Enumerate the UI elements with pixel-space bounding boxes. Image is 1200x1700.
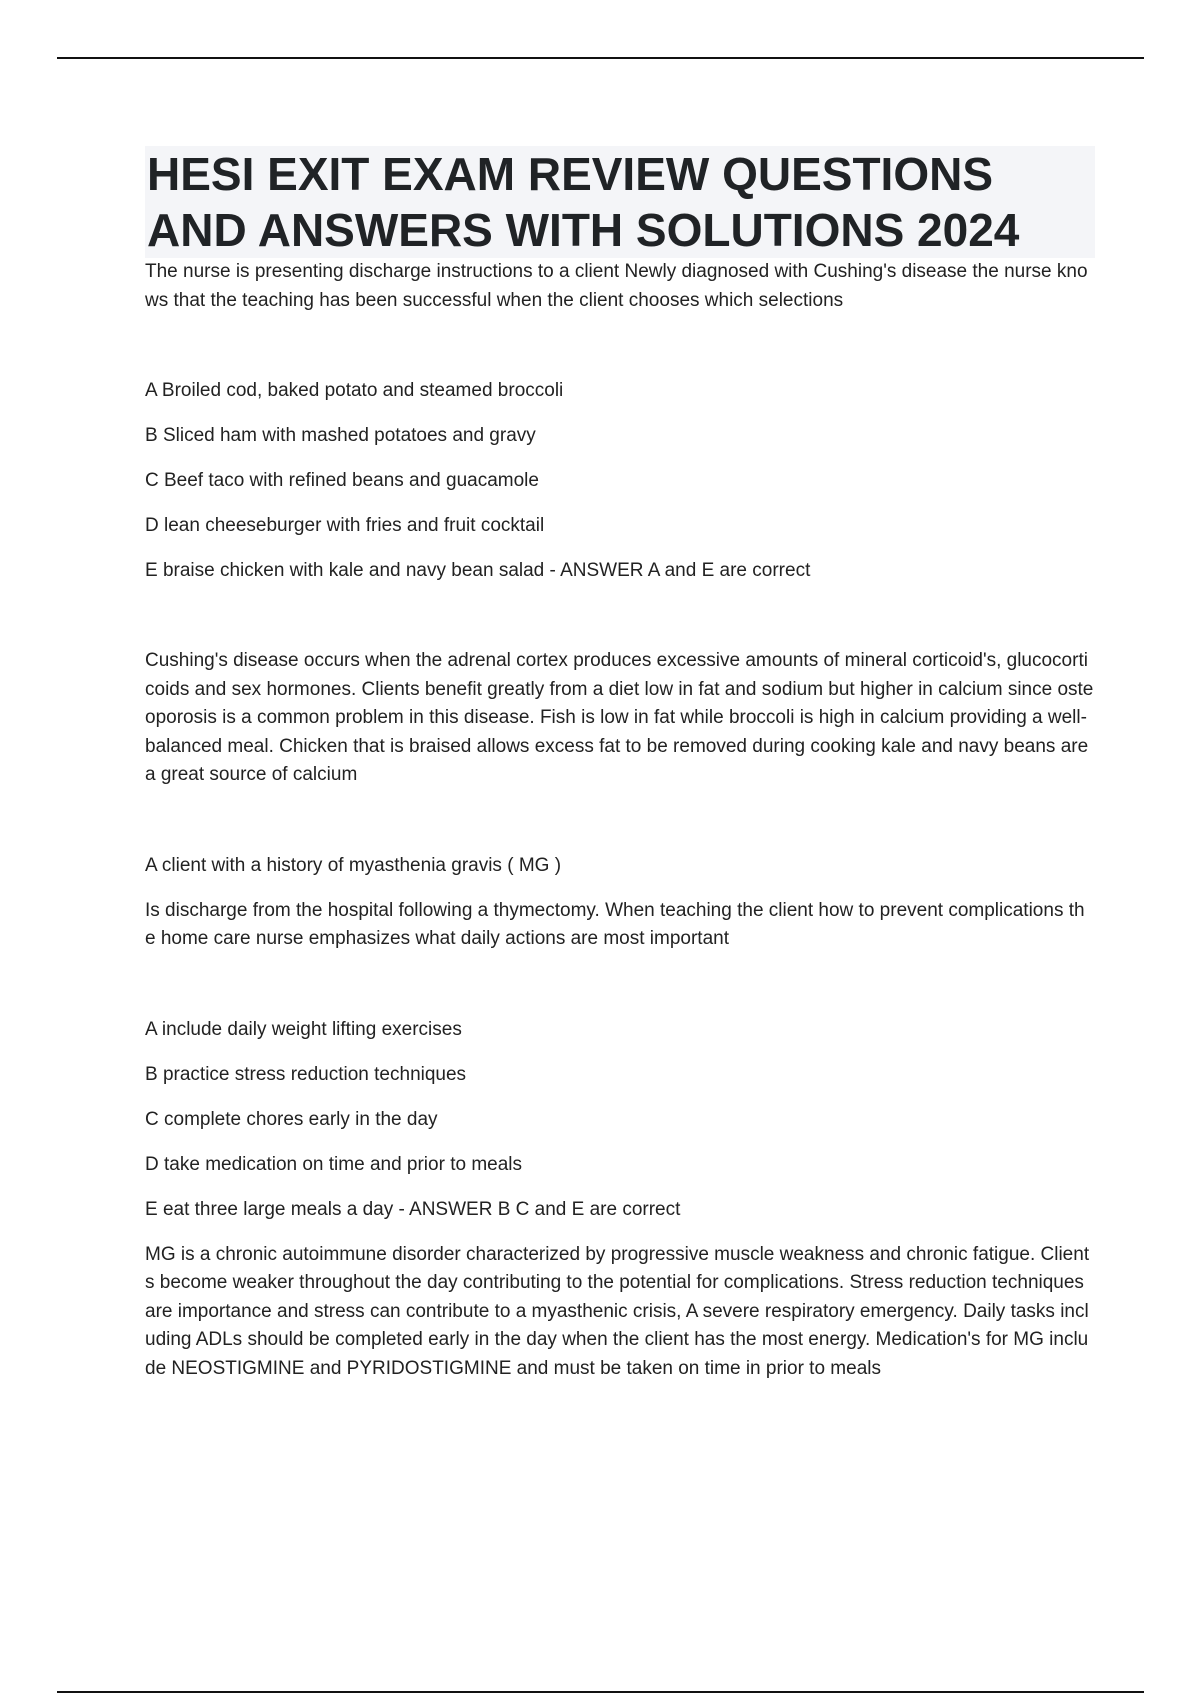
question-1-rationale-part-2: balanced meal. Chicken that is braised allows excess fat to be removed during cooking kale and navy beans are a great source of calcium [145,735,1089,785]
document-title: HESI EXIT EXAM REVIEW QUESTIONS AND ANSWERS WITH SOLUTIONS 2024 [145,146,1095,258]
question-2-option-e-answer: E eat three large meals a day - ANSWER B C and E are correct [145,1198,681,1220]
document-body [145,146,1095,1383]
question-1-rationale-part-1: Cushing's disease occurs when the adrenal cortex produces excessive amounts of mineral corticoid's, glucocorticoids and sex hormones. Clients benefit greatly from a diet low in fat and sodium but higher in calcium since osteoporosis is a common problem in this disease. Fish is low in fat while broccoli is high in calcium providing a well- [145,650,1094,728]
question-2-option-a: A include daily weight lifting exercises [145,1018,462,1040]
question-1-option-c: C Beef taco with refined beans and guacamole [145,470,539,491]
question-1-option-a: A Broiled cod, baked potato and steamed broccoli [145,380,564,401]
top-rule [57,57,1144,59]
question-2-rationale: MG is a chronic autoimmune disorder characterized by progressive muscle weakness and chronic fatigue. Clients become weaker throughout the day contributing to the potential for complications. Stress reduction techniques are importance and stress can contribute to a myasthenic crisis, A severe respiratory emergency. Daily tasks including ADLs should be completed early in the day when the client has the most energy. Medication's for MG include NEOSTIGMINE and PYRIDOSTIGMINE and must be taken on time in prior to meals [145,1243,1090,1379]
question-2-intro: A client with a history of myasthenia gravis ( MG ) [145,854,562,876]
question-1-option-d: D lean cheeseburger with fries and fruit cocktail [145,515,545,536]
question-2-option-c: C complete chores early in the day [145,1108,438,1130]
question-1-option-b: B Sliced ham with mashed potatoes and gravy [145,425,536,446]
question-1-option-e-answer: E braise chicken with kale and navy bean salad - ANSWER A and E are correct [145,560,811,581]
question-2-stem: Is discharge from the hospital following a thymectomy. When teaching the client how to prevent complications the home care nurse emphasizes what daily actions are most important [145,899,1085,949]
bottom-rule [57,1691,1144,1693]
question-2-option-b: B practice stress reduction techniques [145,1063,467,1085]
question-1-stem: The nurse is presenting discharge instructions to a client Newly diagnosed with Cushing's disease the nurse knows that the teaching has been successful when the client chooses which selections [145,261,1088,311]
question-2-option-d: D take medication on time and prior to meals [145,1153,523,1175]
